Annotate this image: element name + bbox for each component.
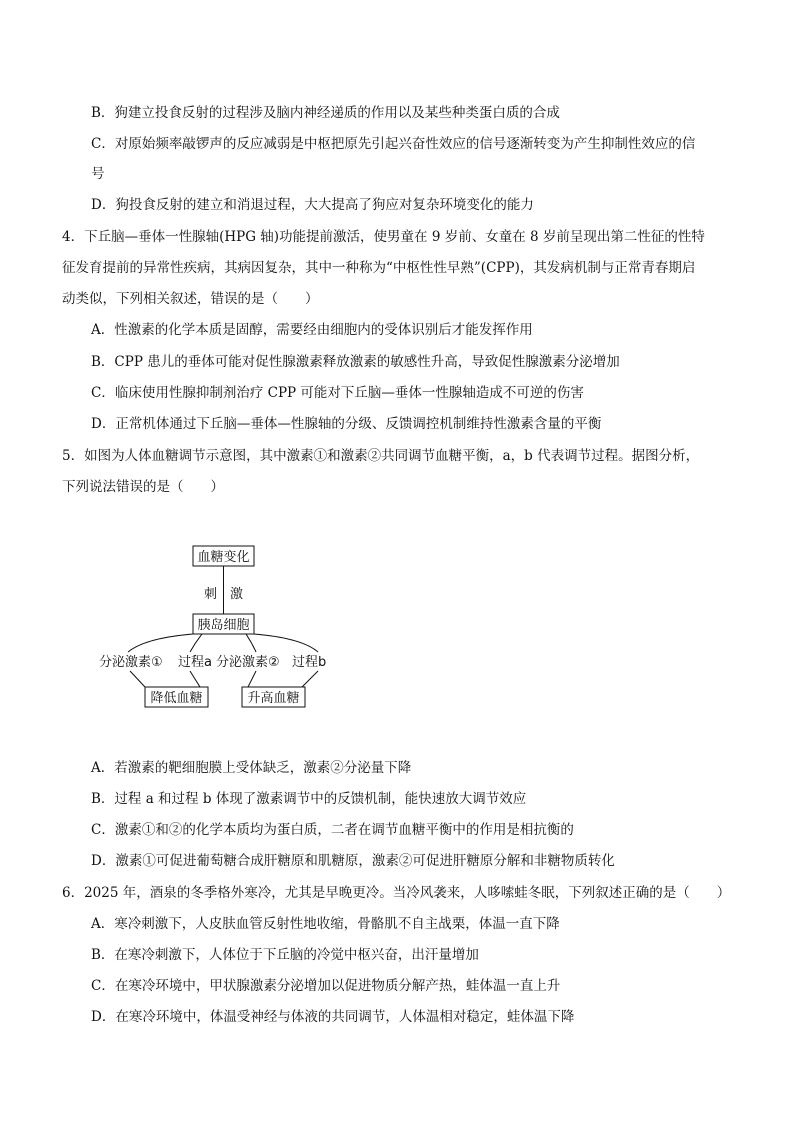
q3-option-c-line1: C．对原始频率敲锣声的反应减弱是中枢把原先引起兴奋性效应的信号逐渐转变为产生抑制性效应的信 xyxy=(91,136,696,152)
q5-option-a: A．若激素的靶细胞膜上受体缺乏，激素②分泌量下降 xyxy=(91,760,412,776)
q3-option-c-line2: 号 xyxy=(91,166,105,182)
q4-stem-line2: 征发育提前的异常性疾病，其病因复杂，其中一种称为“中枢性性早熟”(CPP)，其发病机制与正常青春期启 xyxy=(62,260,696,276)
q5-option-b: B．过程 a 和过程 b 体现了激素调节中的反馈机制，能快速放大调节效应 xyxy=(91,791,527,807)
box-raise-blood-sugar-label: 升高血糖 xyxy=(247,691,300,706)
q4-option-d: D．正常机体通过下丘脑—垂体—性腺轴的分级、反馈调控机制维持性激素含量的平衡 xyxy=(91,416,602,432)
q5-option-d: D．激素①可促进葡萄糖合成肝糖原和肌糖原，激素②可促进肝糖原分解和非糖物质转化 xyxy=(91,853,615,869)
box-lower-blood-sugar-label: 降低血糖 xyxy=(150,691,203,706)
connector-right-down xyxy=(248,671,256,687)
q6-option-d: D．在寒冷环境中，体温受神经与体液的共同调节，人体温相对稳定，蛙体温下降 xyxy=(91,1009,575,1025)
q6-option-b: B．在寒冷刺激下，人体位于下丘脑的冷觉中枢兴奋，出汗量增加 xyxy=(91,947,479,963)
q4-stem-line1: 4．下丘脑—垂体一性腺轴(HPG 轴)功能提前激活，使男童在 9 岁前、女童在 8 岁前呈现出第二性征的性特 xyxy=(62,229,705,245)
box-blood-sugar-change-label: 血糖变化 xyxy=(197,550,250,565)
q6-stem: 6．2025 年，酒泉的冬季格外寒冷，尤其是早晚更冷。当冷风袭来，人哆嗦蛙冬眠，下列叙述正确的是（ ） xyxy=(62,885,731,901)
box-islet-cells-label: 胰岛细胞 xyxy=(197,618,250,633)
q5-option-c: C．激素①和②的化学本质均为蛋白质，二者在调节血糖平衡中的作用是相抗衡的 xyxy=(91,822,574,838)
branch-left-inner xyxy=(190,634,202,652)
q3-option-b: B．狗建立投食反射的过程涉及脑内神经递质的作用以及某些种类蛋白质的合成 xyxy=(91,105,560,121)
connector-left-down xyxy=(130,671,145,687)
q5-stem-line1: 5．如图为人体血糖调节示意图，其中激素①和激素②共同调节血糖平衡，a，b 代表调节过程。据图分析， xyxy=(62,448,700,464)
secrete-hormone-1-label: 分泌激素① xyxy=(99,655,163,670)
process-b-label: 过程b xyxy=(292,655,327,670)
branch-left-outer xyxy=(128,634,193,652)
branch-right-outer xyxy=(254,634,318,652)
stimulus-label: 刺 激 xyxy=(203,587,244,602)
branch-right-inner xyxy=(246,634,256,652)
connector-a-down xyxy=(190,671,200,687)
connector-b-down xyxy=(302,671,318,687)
blood-sugar-regulation-diagram xyxy=(90,540,350,715)
secrete-hormone-2-label: 分泌激素② xyxy=(216,655,280,670)
process-a-label: 过程a xyxy=(178,655,212,670)
q6-option-c: C．在寒冷环境中，甲状腺激素分泌增加以促进物质分解产热，蛙体温一直上升 xyxy=(91,978,561,994)
q6-option-a: A．寒冷刺激下，人皮肤血管反射性地收缩，骨骼肌不自主战栗，体温一直下降 xyxy=(91,916,560,932)
q3-option-d: D．狗投食反射的建立和消退过程，大大提高了狗应对复杂环境变化的能力 xyxy=(91,197,534,213)
q4-stem-line3: 动类似，下列相关叙述，错误的是（ ） xyxy=(62,291,319,307)
q4-option-a: A．性激素的化学本质是固醇，需要经由细胞内的受体识别后才能发挥作用 xyxy=(91,322,533,338)
q4-option-c: C．临床使用性腺抑制剂治疗 CPP 可能对下丘脑—垂体一性腺轴造成不可逆的伤害 xyxy=(91,385,584,401)
q5-stem-line2: 下列说法错误的是（ ） xyxy=(62,479,224,495)
q4-option-b: B．CPP 患儿的垂体可能对促性腺激素释放激素的敏感性升高，导致促性腺激素分泌增加 xyxy=(91,354,620,370)
